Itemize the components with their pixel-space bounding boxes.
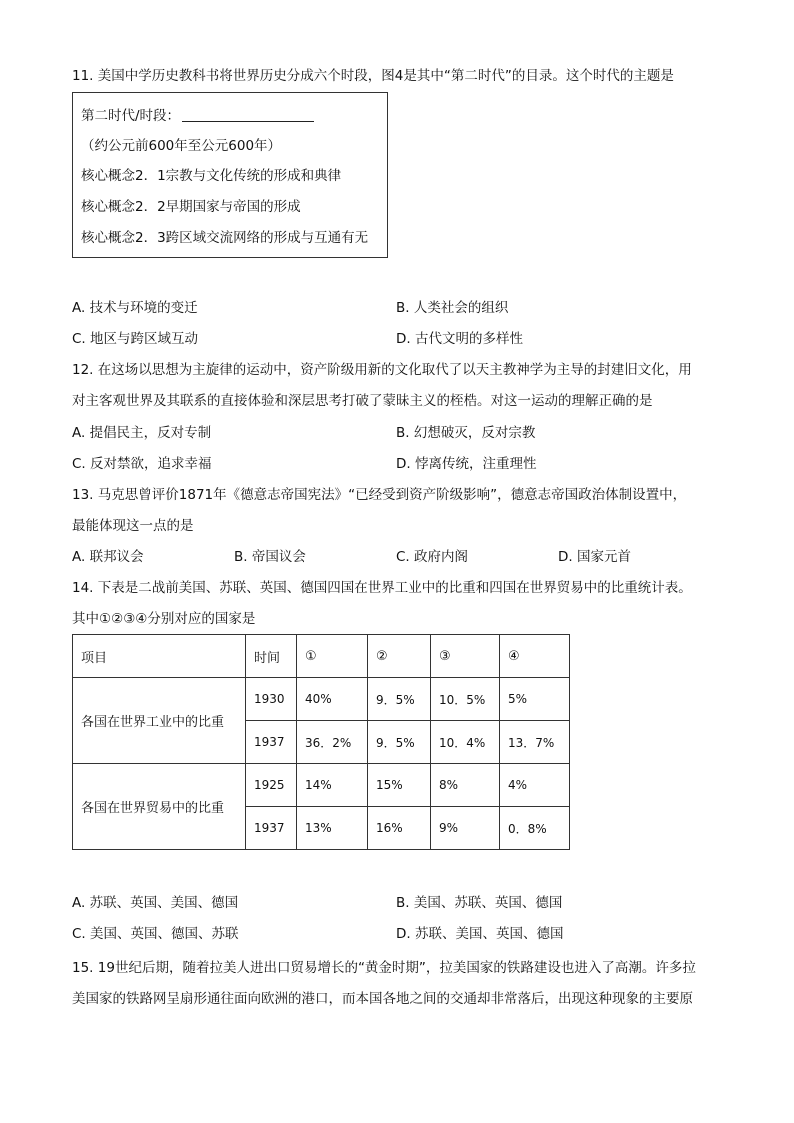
table-cell: 14% bbox=[297, 764, 368, 807]
q12-stem-line2: 对主客观世界及其联系的直接体验和深层思考打破了蒙昧主义的桎梏。对这一运动的理解正确的是 bbox=[72, 393, 653, 409]
table-cell-year: 1937 bbox=[246, 721, 297, 764]
q12-stem-line1: 12. 在这场以思想为主旋律的运动中，资产阶级用新的文化取代了以天主教神学为主导的封建旧文化，用 bbox=[72, 362, 692, 378]
q12-option-b: B. 幻想破灭，反对宗教 bbox=[396, 425, 536, 441]
q14-stem-line2: 其中①②③④分别对应的国家是 bbox=[72, 611, 256, 627]
table-cell: 15% bbox=[368, 764, 431, 807]
q11-stem: 11. 美国中学历史教科书将世界历史分成六个时段，图4是其中“第二时代”的目录。这个时代的主题是 bbox=[72, 68, 674, 84]
table-cell: 5% bbox=[500, 678, 570, 721]
table-cell-year: 1925 bbox=[246, 764, 297, 807]
q14-option-c: C. 美国、英国、德国、苏联 bbox=[72, 926, 239, 942]
table-cell: 9% bbox=[431, 807, 500, 850]
q13-option-a: A. 联邦议会 bbox=[72, 549, 144, 565]
header-cell: ④ bbox=[500, 635, 570, 678]
table-cell: 8% bbox=[431, 764, 500, 807]
q13-stem-line2: 最能体现这一点的是 bbox=[72, 518, 194, 534]
table-cell: 40% bbox=[297, 678, 368, 721]
header-cell: 时间 bbox=[246, 635, 297, 678]
q15-stem-line1: 15. 19世纪后期，随着拉美人进出口贸易增长的“黄金时期”，拉美国家的铁路建设也进入了高潮。许多拉 bbox=[72, 960, 696, 976]
q14-statistics-table bbox=[72, 634, 570, 850]
q14-option-b: B. 美国、苏联、英国、德国 bbox=[396, 895, 563, 911]
table-row bbox=[73, 764, 570, 807]
row-group-label: 各国在世界工业中的比重 bbox=[73, 678, 246, 764]
table-cell: 4% bbox=[500, 764, 570, 807]
table-cell-year: 1937 bbox=[246, 807, 297, 850]
q12-option-a: A. 提倡民主，反对专制 bbox=[72, 425, 212, 441]
q11-option-a: A. 技术与环境的变迁 bbox=[72, 300, 198, 316]
header-cell: ③ bbox=[431, 635, 500, 678]
table-cell: 9．5% bbox=[368, 678, 431, 721]
table-cell: 9．5% bbox=[368, 721, 431, 764]
q11-option-c: C. 地区与跨区域互动 bbox=[72, 331, 199, 347]
q11-box-line4: 核心概念2．2早期国家与帝国的形成 bbox=[81, 199, 301, 215]
table-cell: 0．8% bbox=[500, 807, 570, 850]
table-cell: 36．2% bbox=[297, 721, 368, 764]
q14-stem-line1: 14. 下表是二战前美国、苏联、英国、德国四国在世界工业中的比重和四国在世界贸易中的比重统计表。 bbox=[72, 580, 692, 596]
table-header-row bbox=[73, 635, 570, 678]
q13-option-c: C. 政府内阁 bbox=[396, 549, 469, 565]
q13-option-d: D. 国家元首 bbox=[558, 549, 631, 565]
answer-blank bbox=[182, 107, 314, 122]
q15-stem-line2: 美国家的铁路网呈扇形通往面向欧洲的港口，而本国各地之间的交通却非常落后，出现这种现象的主要原 bbox=[72, 991, 693, 1007]
table-cell: 16% bbox=[368, 807, 431, 850]
table-cell: 10．4% bbox=[431, 721, 500, 764]
q14-option-d: D. 苏联、美国、英国、德国 bbox=[396, 926, 564, 942]
q11-box-line5: 核心概念2．3跨区域交流网络的形成与互通有无 bbox=[81, 230, 369, 246]
header-cell: 项目 bbox=[73, 635, 246, 678]
q11-box-line1: 第二时代/时段： bbox=[81, 106, 314, 126]
q12-option-c: C. 反对禁欲，追求幸福 bbox=[72, 456, 212, 472]
table-cell-year: 1930 bbox=[246, 678, 297, 721]
q11-box-line2: （约公元前600年至公元600年） bbox=[81, 138, 282, 154]
q11-option-d: D. 古代文明的多样性 bbox=[396, 331, 523, 347]
q13-option-b: B. 帝国议会 bbox=[234, 549, 306, 565]
q11-box-line3: 核心概念2．1宗教与文化传统的形成和典律 bbox=[81, 168, 342, 184]
q12-option-d: D. 悖离传统，注重理性 bbox=[396, 456, 537, 472]
table-cell: 13．7% bbox=[500, 721, 570, 764]
header-cell: ② bbox=[368, 635, 431, 678]
table-row bbox=[73, 678, 570, 721]
q13-stem-line1: 13. 马克思曾评价1871年《德意志帝国宪法》“已经受到资产阶级影响”，德意志帝国政治体制设置中， bbox=[72, 487, 687, 503]
row-group-label: 各国在世界贸易中的比重 bbox=[73, 764, 246, 850]
table-cell: 13% bbox=[297, 807, 368, 850]
table-cell: 10．5% bbox=[431, 678, 500, 721]
q11-contents-box bbox=[72, 92, 388, 258]
q11-option-b: B. 人类社会的组织 bbox=[396, 300, 509, 316]
header-cell: ① bbox=[297, 635, 368, 678]
q14-option-a: A. 苏联、英国、美国、德国 bbox=[72, 895, 239, 911]
